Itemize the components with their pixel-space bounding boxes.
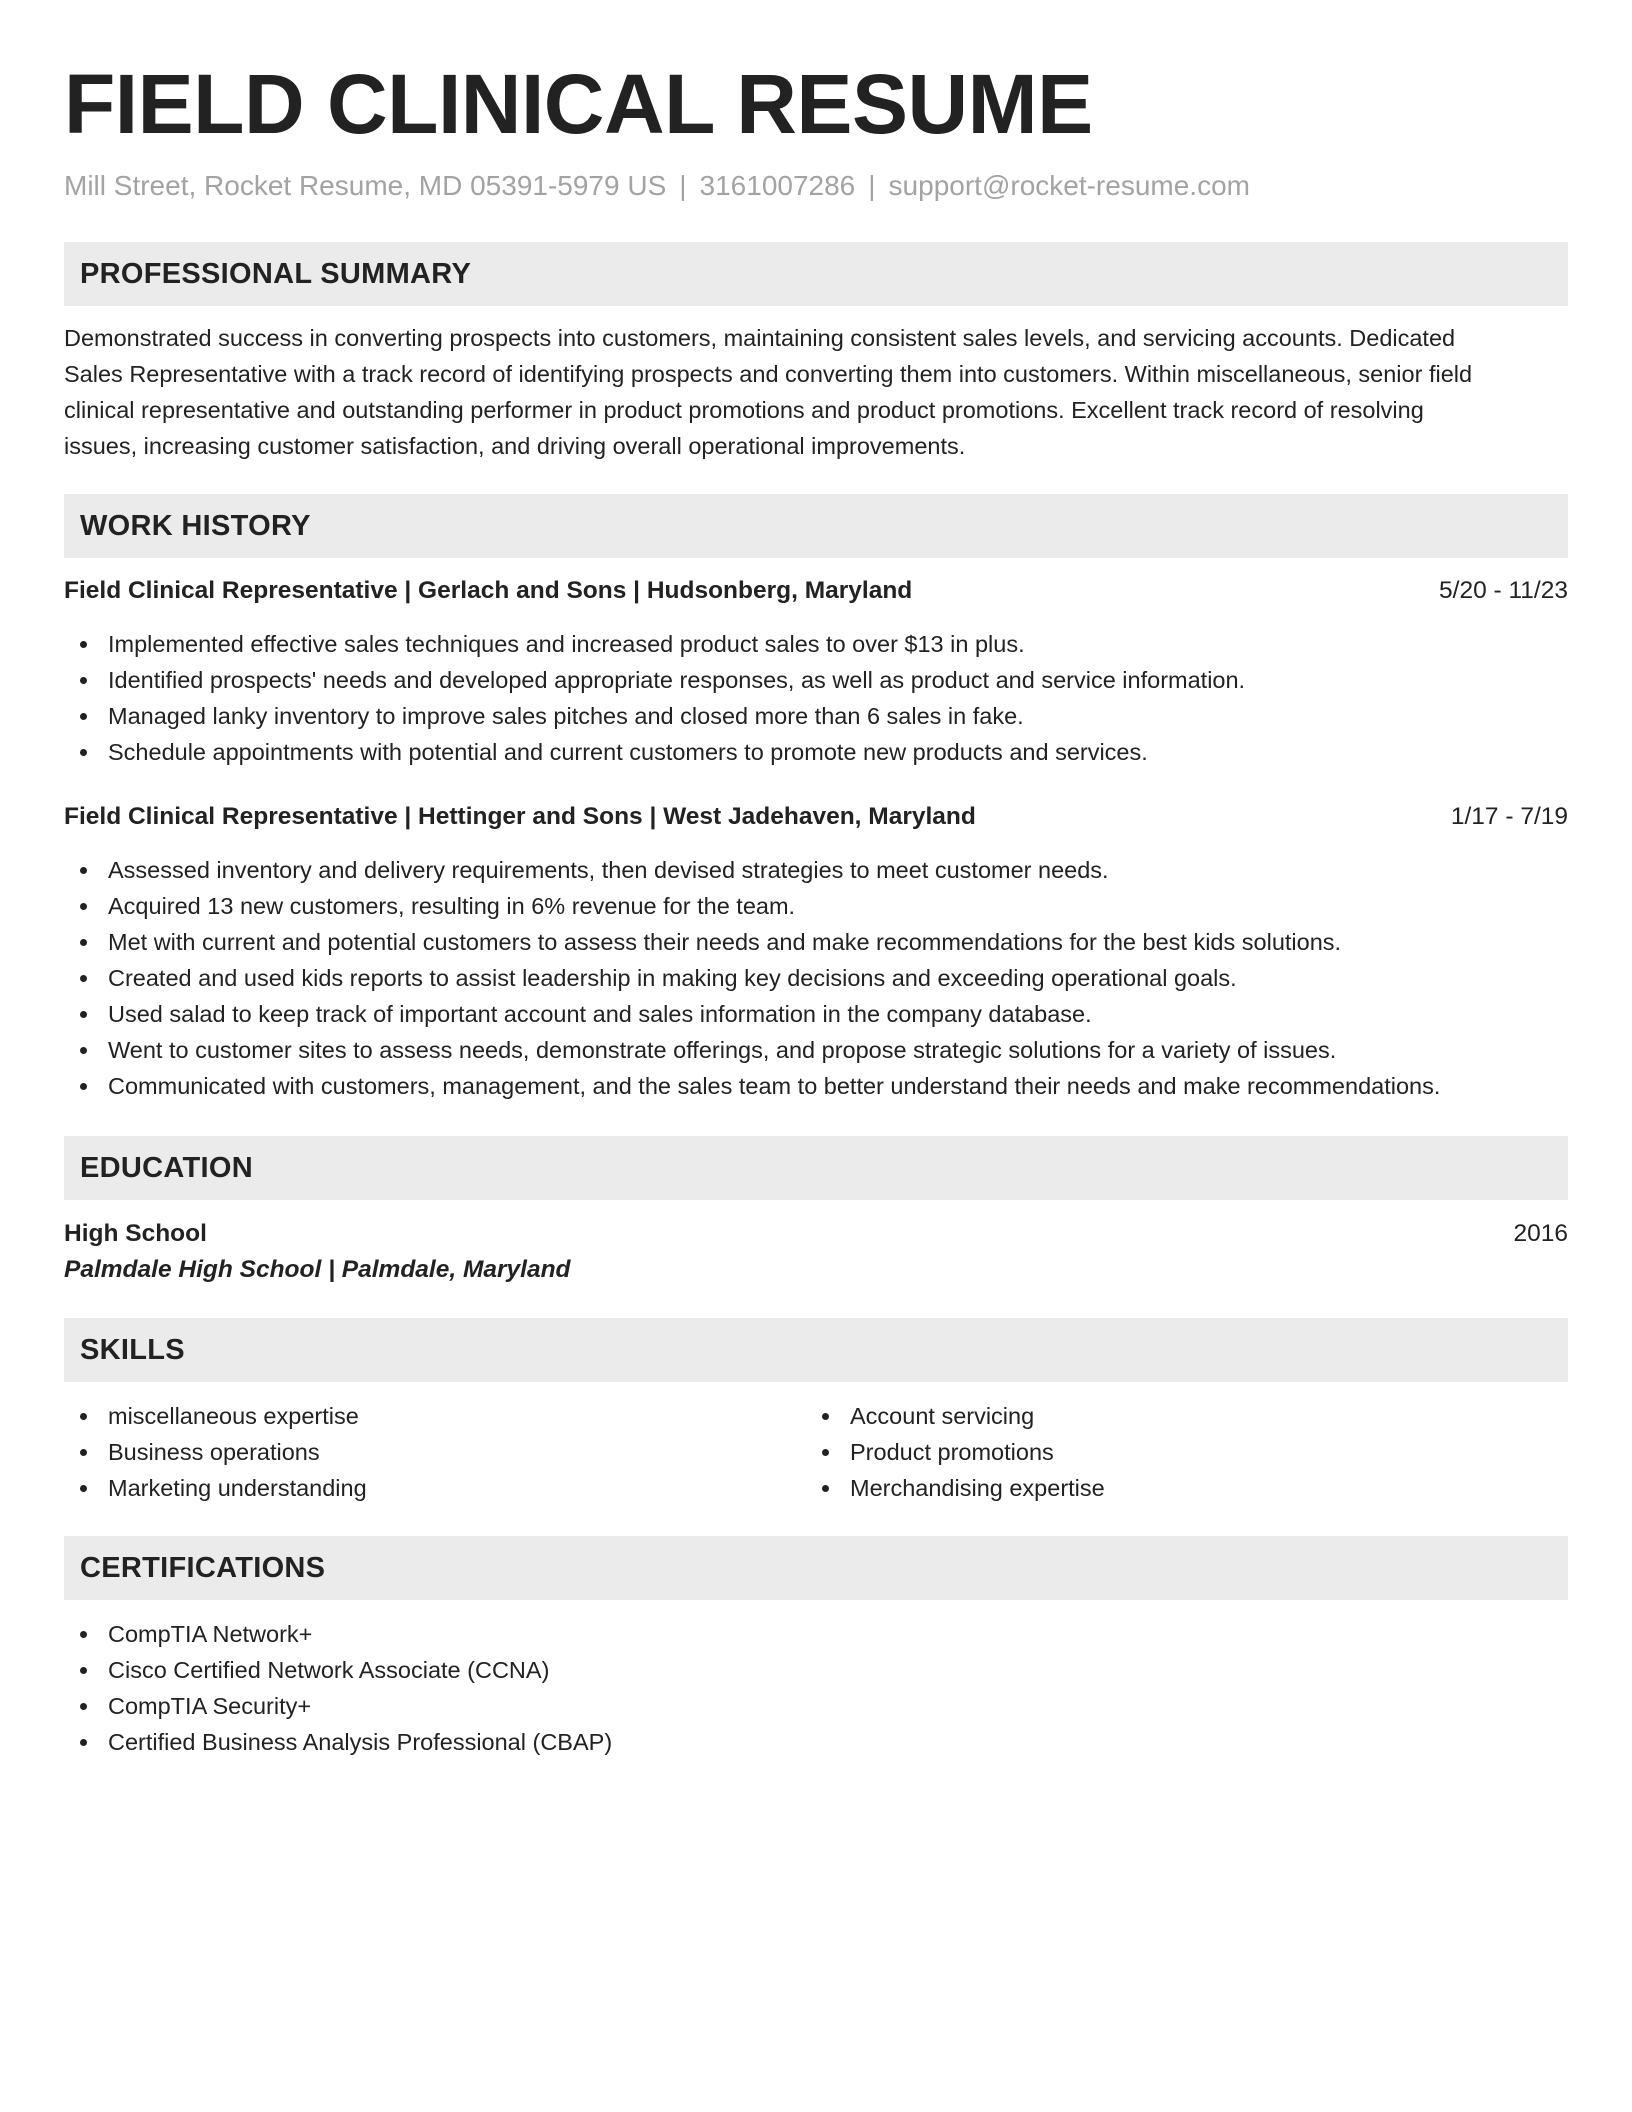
summary-heading: PROFESSIONAL SUMMARY: [80, 257, 472, 290]
bullet-dot-icon: [80, 1011, 87, 1018]
summary-section-header: [64, 242, 1568, 306]
education-entry: [64, 1216, 1568, 1288]
bullet-text: Used salad to keep track of important account and sales information in the company database.: [108, 1001, 1092, 1027]
summary-line: clinical representative and outstanding performer in product promotions and product promotions. Excellent track record of resolving: [64, 397, 1424, 423]
education-school: Palmdale High School | Palmdale, Maryland: [64, 1256, 571, 1283]
list-item: [64, 1398, 806, 1434]
job-header: [64, 800, 1568, 834]
list-item: [64, 1652, 1568, 1688]
list-item: [64, 1068, 1568, 1104]
resume-page: [64, 56, 1568, 1760]
bullet-dot-icon: [80, 1703, 87, 1710]
bullet-dot-icon: [80, 749, 87, 756]
education-heading: EDUCATION: [80, 1151, 253, 1184]
summary-line: Sales Representative with a track record of identifying prospects and converting them into customers. Within miscellaneous, senior field: [64, 361, 1473, 387]
list-item: [806, 1470, 1548, 1506]
certifications-heading: CERTIFICATIONS: [80, 1551, 326, 1584]
bullet-text: Met with current and potential customers to assess their needs and make recommendations for the best kids solutions.: [108, 929, 1342, 955]
contact-address: Mill Street, Rocket Resume, MD 05391-5979 US: [64, 170, 667, 201]
bullet-dot-icon: [80, 939, 87, 946]
contact-line: [64, 168, 1568, 204]
list-item: [64, 996, 1568, 1032]
list-item: [64, 852, 1568, 888]
bullet-dot-icon: [80, 1449, 87, 1456]
education-header: [64, 1216, 1568, 1252]
bullet-dot-icon: [822, 1485, 829, 1492]
bullet-text: Communicated with customers, management, and the sales team to better understand their needs and make recommendations.: [108, 1073, 1441, 1099]
bullet-dot-icon: [80, 1047, 87, 1054]
contact-phone: 3161007286: [699, 170, 856, 201]
job-bullet-list: [64, 626, 1568, 770]
job-title: Field Clinical Representative | Hettinger and Sons | West Jadehaven, Maryland: [64, 803, 976, 830]
bullet-dot-icon: [80, 1631, 87, 1638]
job-dates: 1/17 - 7/19: [1450, 803, 1568, 830]
job-header: [64, 574, 1568, 608]
list-item: [806, 1434, 1548, 1470]
list-item: [64, 1616, 1568, 1652]
summary-line: issues, increasing customer satisfaction, and driving overall operational improvements.: [64, 433, 966, 459]
summary-text: [64, 320, 1568, 464]
certification-text: CompTIA Network+: [108, 1621, 313, 1647]
bullet-dot-icon: [80, 713, 87, 720]
job-entry: [64, 800, 1568, 1104]
bullet-text: Implemented effective sales techniques and increased product sales to over $13 in plus.: [108, 631, 1025, 657]
bullet-dot-icon: [80, 1413, 87, 1420]
list-item: [64, 1434, 806, 1470]
list-item: [64, 1470, 806, 1506]
bullet-dot-icon: [80, 1083, 87, 1090]
certifications-section-header: [64, 1536, 1568, 1600]
skill-text: Product promotions: [850, 1439, 1054, 1465]
contact-separator: |: [679, 170, 687, 201]
resume-name: FIELD CLINICAL RESUME: [64, 57, 1093, 151]
bullet-dot-icon: [80, 1739, 87, 1746]
skill-text: Business operations: [108, 1439, 320, 1465]
education-degree: High School: [64, 1220, 207, 1247]
education-section-header: [64, 1136, 1568, 1200]
job-bullet-list: [64, 852, 1568, 1104]
list-item: [64, 888, 1568, 924]
skill-text: Merchandising expertise: [850, 1475, 1105, 1501]
work-section-header: [64, 494, 1568, 558]
bullet-dot-icon: [80, 975, 87, 982]
list-item: [64, 626, 1568, 662]
skill-text: miscellaneous expertise: [108, 1403, 359, 1429]
list-item: [64, 924, 1568, 960]
skills-heading: SKILLS: [80, 1333, 185, 1366]
bullet-text: Acquired 13 new customers, resulting in 6% revenue for the team.: [108, 893, 796, 919]
job-entry: [64, 574, 1568, 770]
certification-text: CompTIA Security+: [108, 1693, 312, 1719]
skills-columns: [64, 1398, 1568, 1506]
education-year: 2016: [1513, 1220, 1568, 1247]
certifications-list: [64, 1616, 1568, 1760]
list-item: [64, 1724, 1568, 1760]
summary-line: Demonstrated success in converting prospects into customers, maintaining consistent sales levels, and servicing accounts. Dedicated: [64, 325, 1456, 351]
skills-list-left: [64, 1398, 806, 1506]
bullet-text: Assessed inventory and delivery requirements, then devised strategies to meet customer needs.: [108, 857, 1109, 883]
job-title: Field Clinical Representative | Gerlach and Sons | Hudsonberg, Maryland: [64, 577, 913, 604]
bullet-dot-icon: [822, 1413, 829, 1420]
skills-list-right: [806, 1398, 1548, 1506]
work-heading: WORK HISTORY: [80, 509, 311, 542]
skills-section-header: [64, 1318, 1568, 1382]
bullet-text: Created and used kids reports to assist leadership in making key decisions and exceeding operational goals.: [108, 965, 1237, 991]
bullet-dot-icon: [80, 1667, 87, 1674]
bullet-text: Identified prospects' needs and developed appropriate responses, as well as product and service information.: [108, 667, 1246, 693]
bullet-text: Went to customer sites to assess needs, demonstrate offerings, and propose strategic solutions for a variety of issues.: [108, 1037, 1337, 1063]
list-item: [64, 1688, 1568, 1724]
skill-text: Marketing understanding: [108, 1475, 367, 1501]
bullet-dot-icon: [822, 1449, 829, 1456]
list-item: [64, 960, 1568, 996]
list-item: [806, 1398, 1548, 1434]
skill-text: Account servicing: [850, 1403, 1035, 1429]
list-item: [64, 1032, 1568, 1068]
bullet-text: Schedule appointments with potential and current customers to promote new products and services.: [108, 739, 1148, 765]
contact-separator: |: [868, 170, 876, 201]
certification-text: Certified Business Analysis Professional (CBAP): [108, 1729, 613, 1755]
bullet-text: Managed lanky inventory to improve sales pitches and closed more than 6 sales in fake.: [108, 703, 1024, 729]
certification-text: Cisco Certified Network Associate (CCNA): [108, 1657, 550, 1683]
list-item: [64, 734, 1568, 770]
list-item: [64, 662, 1568, 698]
bullet-dot-icon: [80, 867, 87, 874]
contact-email: support@rocket-resume.com: [888, 170, 1250, 201]
bullet-dot-icon: [80, 1485, 87, 1492]
list-item: [64, 698, 1568, 734]
bullet-dot-icon: [80, 641, 87, 648]
bullet-dot-icon: [80, 903, 87, 910]
job-dates: 5/20 - 11/23: [1439, 577, 1568, 604]
bullet-dot-icon: [80, 677, 87, 684]
